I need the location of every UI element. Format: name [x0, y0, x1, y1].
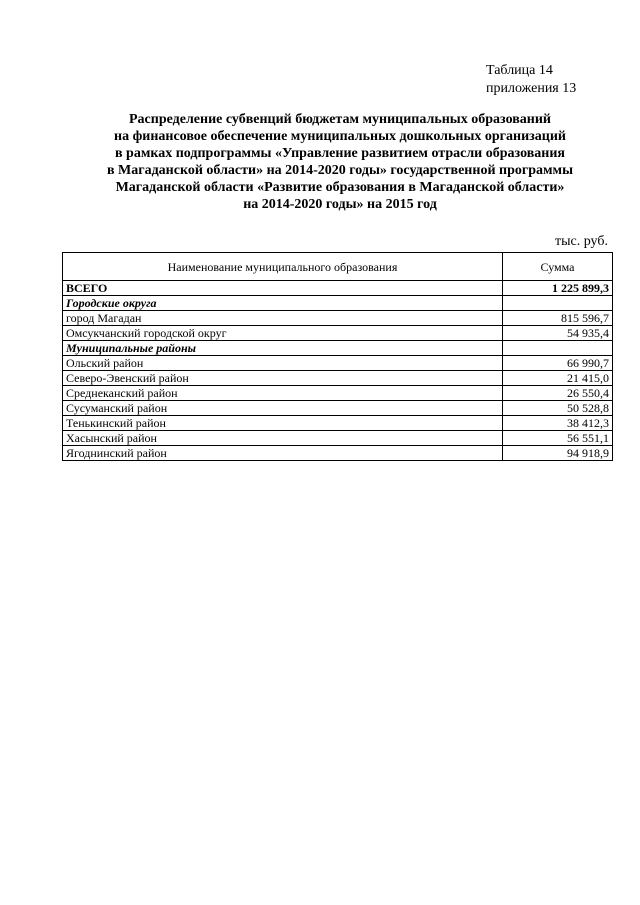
appendix-number: приложения 13	[486, 81, 577, 96]
table-row	[63, 401, 613, 416]
table-row	[63, 386, 613, 401]
header-name: Наименование муниципального образования	[63, 253, 503, 281]
row-sum: 54 935,4	[503, 326, 613, 341]
row-name: город Магадан	[63, 311, 503, 326]
title-line: в Магаданской области» на 2014-2020 годы» государственной программы	[106, 163, 574, 178]
row-sum: 50 528,8	[503, 401, 613, 416]
table-row	[63, 371, 613, 386]
row-name: Ольский район	[63, 356, 503, 371]
row-sum: 21 415,0	[503, 371, 613, 386]
section-row-municipal-districts	[63, 341, 613, 356]
row-sum: 38 412,3	[503, 416, 613, 431]
row-sum: 66 990,7	[503, 356, 613, 371]
row-sum: 56 551,1	[503, 431, 613, 446]
section-sum-empty	[503, 341, 613, 356]
table-row	[63, 356, 613, 371]
table-header-row	[63, 253, 613, 281]
total-sum: 1 225 899,3	[503, 281, 613, 296]
title-line: на 2014-2020 годы» на 2015 год	[243, 197, 437, 212]
row-name: Хасынский район	[63, 431, 503, 446]
section-sum-empty	[503, 296, 613, 311]
row-name: Омсукчанский городской округ	[63, 326, 503, 341]
title-line: на финансовое обеспечение муниципальных дошкольных организаций	[114, 129, 566, 144]
row-name: Ягоднинский район	[63, 446, 503, 461]
row-name: Северо-Эвенский район	[63, 371, 503, 386]
table-number: Таблица 14	[486, 63, 553, 78]
row-sum: 26 550,4	[503, 386, 613, 401]
table-row	[63, 416, 613, 431]
title-line: в рамках подпрограммы «Управление развитием отрасли образования	[114, 146, 566, 161]
row-sum: 815 596,7	[503, 311, 613, 326]
row-name: Тенькинский район	[63, 416, 503, 431]
subvention-table	[62, 252, 613, 461]
row-name: Сусуманский район	[63, 401, 503, 416]
title-line: Магаданской области «Развитие образования в Магаданской области»	[115, 180, 565, 195]
total-row	[63, 281, 613, 296]
table-row	[63, 446, 613, 461]
annex-label	[486, 62, 576, 98]
row-name: Среднеканский район	[63, 386, 503, 401]
row-sum: 94 918,9	[503, 446, 613, 461]
units-label: тыс. руб.	[555, 234, 608, 249]
section-row-city-districts	[63, 296, 613, 311]
section-title: Муниципальные районы	[63, 341, 503, 356]
table-row	[63, 311, 613, 326]
table-row	[63, 326, 613, 341]
document-title	[40, 111, 640, 213]
title-line: Распределение субвенций бюджетам муниципальных образований	[129, 112, 551, 127]
total-name: ВСЕГО	[63, 281, 503, 296]
header-sum: Сумма	[503, 253, 613, 281]
section-title: Городские округа	[63, 296, 503, 311]
table-row	[63, 431, 613, 446]
